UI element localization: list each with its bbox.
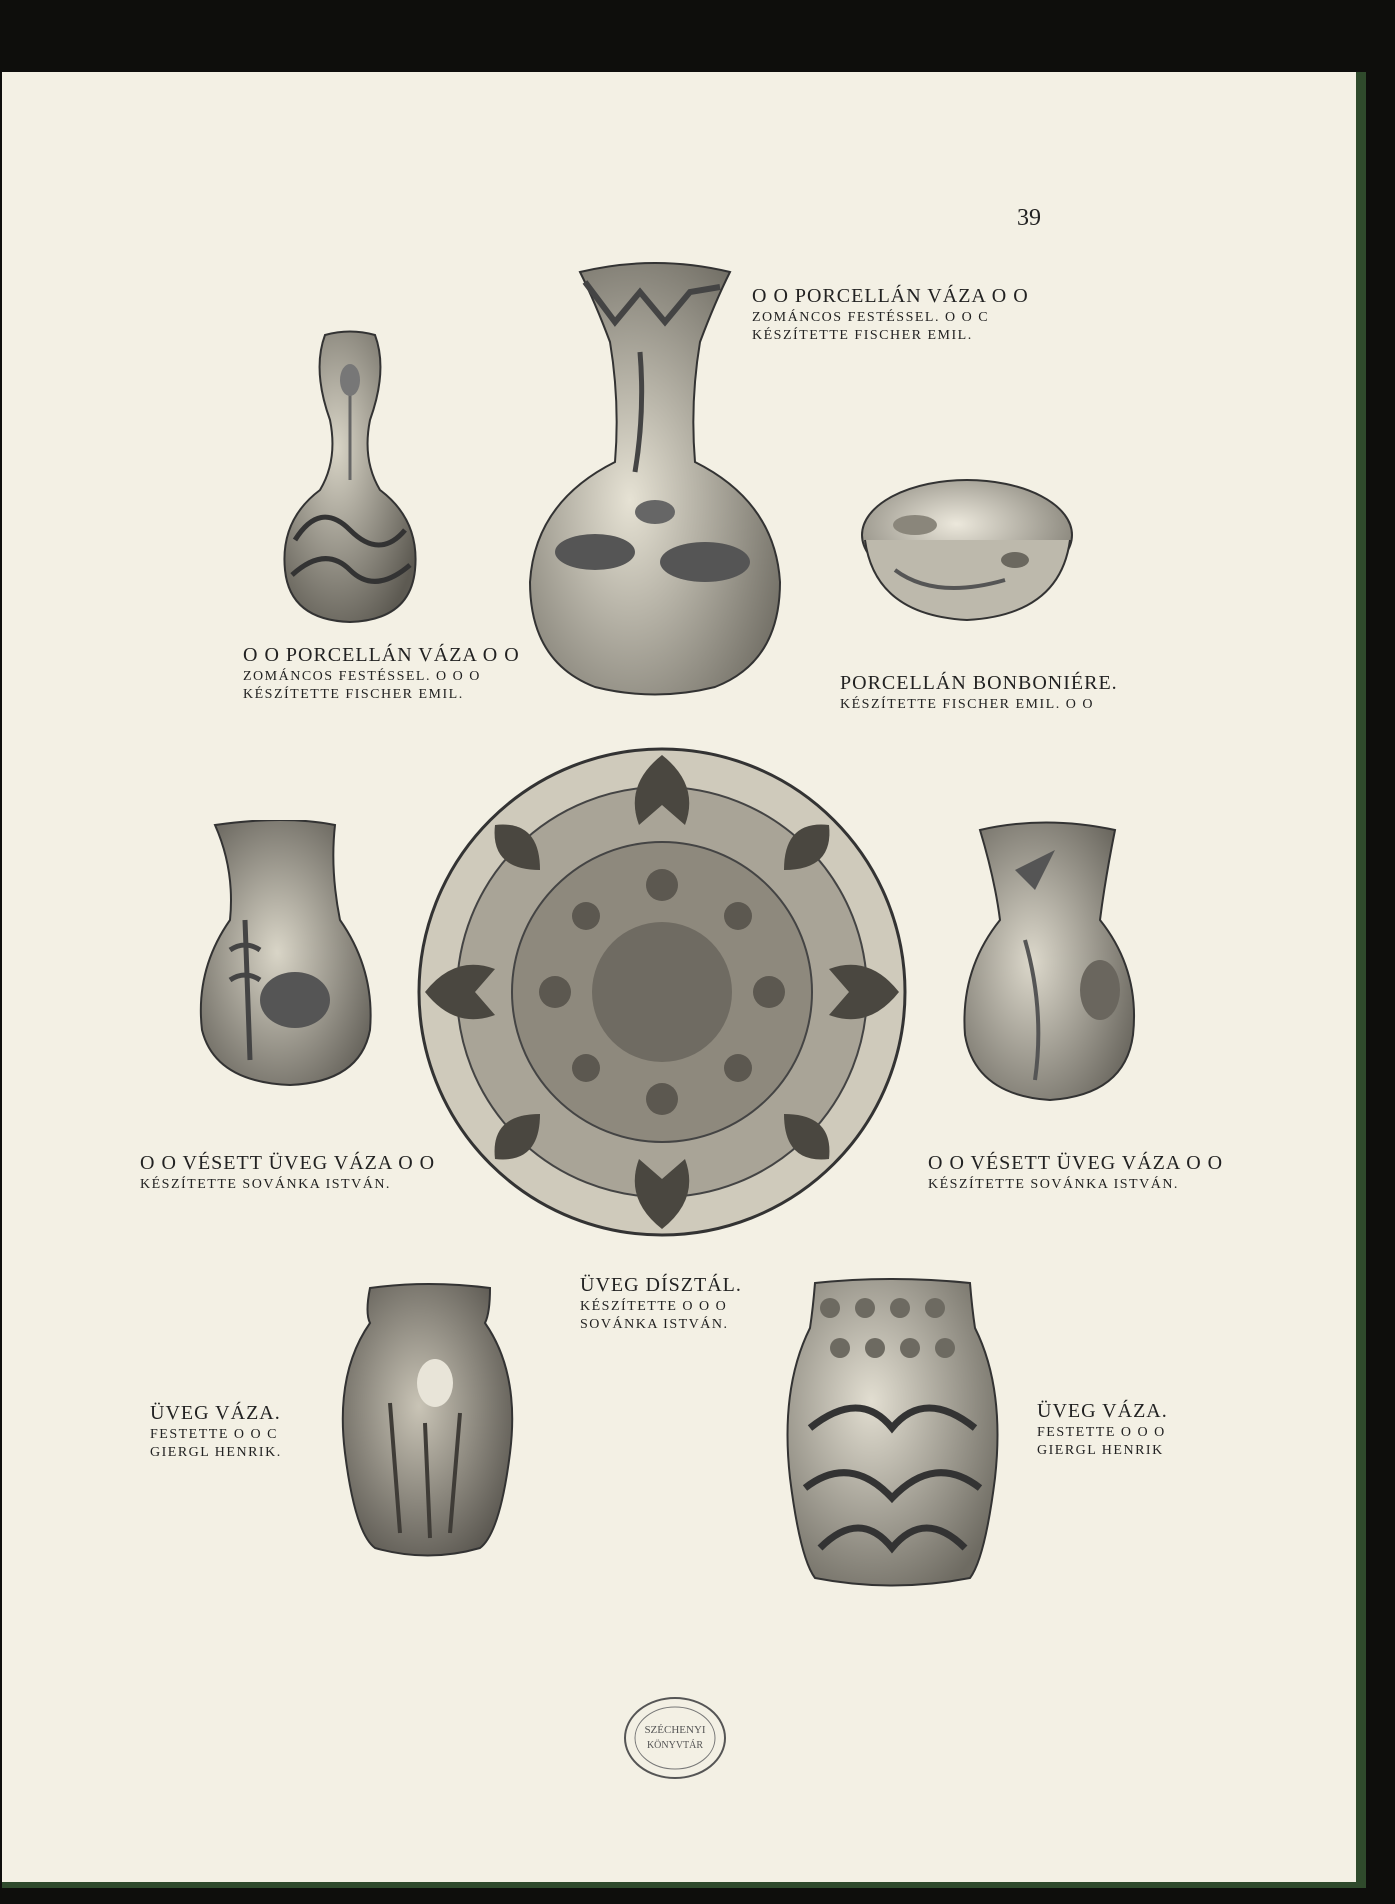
library-stamp [620,1693,730,1783]
caption-line: ZOMÁNCOS FESTÉSSEL. O O O [243,669,481,684]
caption-title: O O PORCELLÁN VÁZA O O [752,285,1029,307]
porcelain-bonboniere-illustration [855,470,1080,635]
caption-line: KÉSZÍTETTE FISCHER EMIL. [243,687,464,703]
caption-title: O O VÉSETT ÜVEG VÁZA O O [928,1152,1224,1174]
glass-vase-bottom-right-illustration [780,1278,1005,1588]
caption-line: FESTETTE O O C [150,1427,278,1442]
caption-title: PORCELLÁN BONBONIÉRE. [840,672,1118,694]
caption-line: GIERGL HENRIK. [150,1445,282,1461]
porcelain-vase-small-illustration [270,330,430,630]
svg-text:KÖNYVTÁR: KÖNYVTÁR [646,1740,704,1751]
glass-vase-left-illustration [190,820,380,1090]
page-number: 39 [1017,205,1041,231]
caption-line: SOVÁNKA ISTVÁN. [580,1317,729,1333]
svg-text:SZÉCHENYI: SZÉCHENYI [644,1724,706,1736]
caption-glass-vase-left [140,1150,435,1194]
caption-line: GIERGL HENRIK [1037,1443,1164,1459]
caption-title: ÜVEG DÍSZTÁL. [580,1274,742,1296]
caption-line: KÉSZÍTETTE SOVÁNKA ISTVÁN. [140,1177,391,1192]
caption-glass-vase-right [928,1150,1223,1194]
caption-porcelain-vase-small [243,642,520,704]
caption-line: KÉSZÍTETTE FISCHER EMIL. [752,328,973,344]
caption-line: KÉSZÍTETTE O O O [580,1299,728,1314]
caption-glass-vase-bottom-right [1037,1398,1168,1460]
caption-line: FESTETTE O O O [1037,1425,1166,1440]
caption-line: ZOMÁNCOS FESTÉSSEL. O O C [752,310,990,325]
caption-porcelain-vase-large [752,283,1029,345]
caption-line: KÉSZÍTETTE SOVÁNKA ISTVÁN. [928,1177,1179,1192]
glass-vase-right-illustration [955,820,1140,1105]
caption-title: ÜVEG VÁZA. [1037,1400,1168,1422]
caption-title: O O VÉSETT ÜVEG VÁZA O O [140,1152,436,1174]
caption-glass-dish [580,1272,742,1334]
glass-vase-bottom-left-illustration [340,1283,515,1558]
caption-line: KÉSZÍTETTE FISCHER EMIL. O O [840,697,1094,712]
caption-bonboniere [840,670,1118,714]
caption-glass-vase-bottom-left [150,1400,282,1462]
caption-title: ÜVEG VÁZA. [150,1402,281,1424]
glass-dish-illustration [415,745,910,1240]
caption-title: O O PORCELLÁN VÁZA O O [243,644,520,666]
